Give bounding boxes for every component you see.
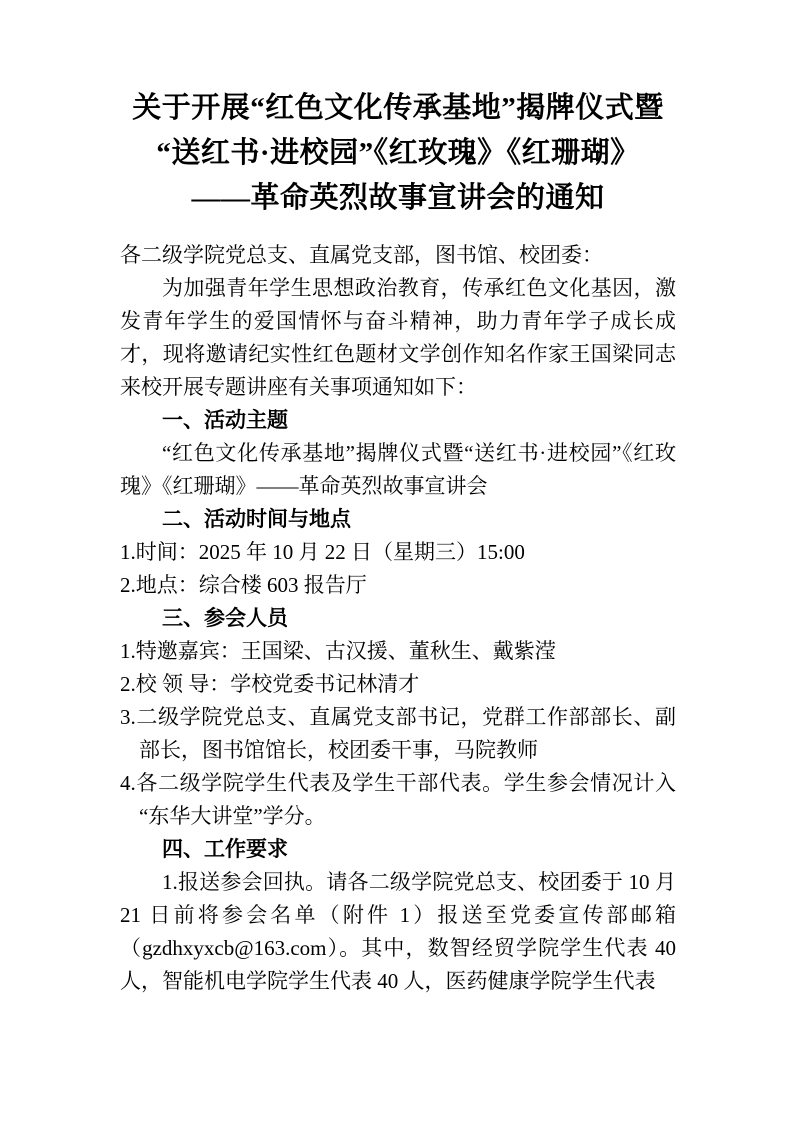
salutation: 各二级学院党总支、直属党支部，图书馆、校团委： — [120, 243, 603, 267]
section-heading-participants: 三、参会人员 — [162, 607, 288, 630]
list-item-time: 1.时间：2025 年 10 月 22 日（星期三）15:00 — [120, 540, 525, 564]
section-heading-activity-theme: 一、活动主题 — [162, 409, 288, 432]
list-item-place: 2.地点：综合楼 603 报告厅 — [120, 573, 367, 597]
document-body — [120, 239, 676, 998]
title-line-3: ——革命英烈故事宣讲会的通知 — [191, 182, 605, 214]
title-line-1: 关于开展“红色文化传承基地”揭牌仪式暨 — [132, 92, 664, 124]
section-heading-time-place: 二、活动时间与地点 — [162, 508, 351, 531]
list-item-student-reps: 4.各二级学院学生代表及学生干部代表。学生参会情况计入“东华大讲堂”学分。 — [120, 771, 676, 828]
list-item-school-leaders: 2.校 领 导：学校党委书记林清才 — [120, 672, 420, 696]
section-heading-work-requirements: 四、工作要求 — [162, 838, 288, 861]
section-body-work-requirements: 1.报送参会回执。请各二级学院党总支、校团委于 10 月 21 日前将参会名单（附件 1）报送至党委宣传部邮箱（gzdhxyxcb@163.com）。其中，数智经贸学院学生代表 40 人，智能机电学院学生代表 40 人，医药健康学院学生代表 — [120, 870, 676, 993]
section-body-activity-theme: “红色文化传承基地”揭牌仪式暨“送红书·进校园”《红玫瑰》《红珊瑚》——革命英烈故事宣讲会 — [120, 441, 676, 498]
document-title — [120, 86, 676, 221]
title-line-2: “送红书·进校园”《红玫瑰》《红珊瑚》 — [156, 137, 640, 169]
list-item-guests: 1.特邀嘉宾：王国梁、古汉援、董秋生、戴紫滢 — [120, 639, 556, 663]
intro-paragraph: 为加强青年学生思想政治教育，传承红色文化基因，激发青年学生的爱国情怀与奋斗精神，助力青年学子成长成才，现将邀请纪实性红色题材文学创作知名作家王国梁同志来校开展专题讲座有关事项通知如下： — [120, 276, 676, 399]
list-item-secretaries: 3.二级学院党总支、直属党支部书记，党群工作部部长、副部长，图书馆馆长，校团委干事，马院教师 — [120, 705, 676, 762]
